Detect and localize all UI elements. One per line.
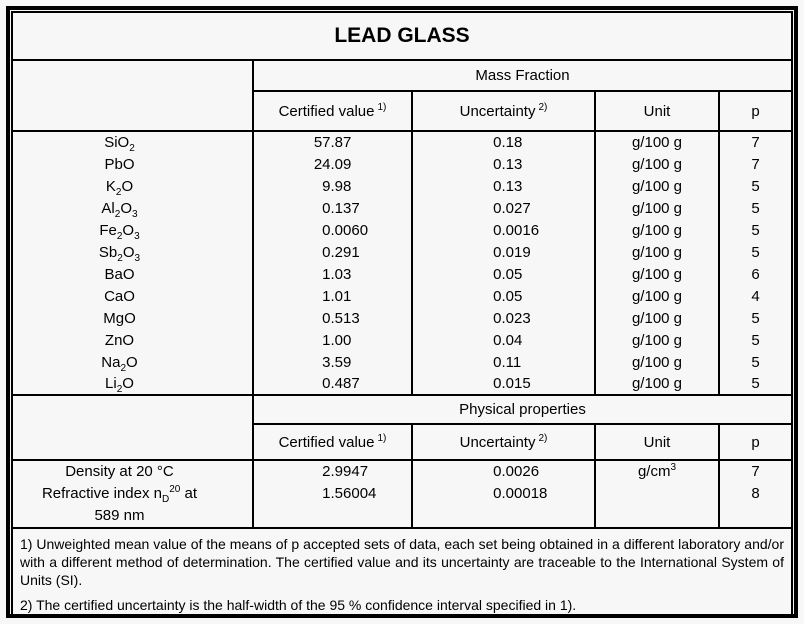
physical-properties-data-row bbox=[12, 460, 792, 528]
property-column-header-empty bbox=[12, 395, 253, 460]
uncertainty-value: 0.023 bbox=[412, 307, 595, 329]
certified-value: 24.09 bbox=[253, 153, 412, 175]
uncertainty-value: 0.11 bbox=[412, 351, 595, 373]
unit-value: g/100 g bbox=[595, 307, 719, 329]
p-value: 6 bbox=[719, 263, 792, 285]
certificate-frame bbox=[6, 6, 798, 618]
unit-value: g/100 g bbox=[595, 131, 719, 153]
certified-value: 1.01 bbox=[253, 285, 412, 307]
p-value: 5 bbox=[719, 373, 792, 395]
p-value: 5 bbox=[719, 351, 792, 373]
certified-value: 1.03 bbox=[253, 263, 412, 285]
certified-value: 0.0060 bbox=[253, 219, 412, 241]
p-value: 5 bbox=[719, 197, 792, 219]
col-header-certified-value: Certified value $^{1)}$ bbox=[253, 91, 412, 131]
col-header-uncertainty: Uncertainty $^{2)}$ bbox=[412, 91, 595, 131]
p-cell bbox=[719, 460, 792, 528]
p-value: 7 bbox=[719, 153, 792, 175]
unit-value: g/100 g bbox=[595, 263, 719, 285]
certified-value-cell bbox=[253, 460, 412, 528]
table-row bbox=[12, 241, 792, 263]
col-header-p: p bbox=[719, 424, 792, 460]
certified-value: 2.9947 bbox=[322, 463, 369, 480]
lead-glass-certificate-table bbox=[11, 11, 793, 616]
uncertainty-value: 0.18 bbox=[412, 131, 595, 153]
uncertainty-value: 0.0026 bbox=[493, 463, 540, 480]
p-value: 5 bbox=[719, 241, 792, 263]
table-row bbox=[12, 131, 792, 153]
table-row bbox=[12, 373, 792, 395]
p-value: 4 bbox=[719, 285, 792, 307]
unit-value: g/100 g bbox=[595, 329, 719, 351]
mass-fraction-section-label: Mass Fraction bbox=[253, 60, 792, 91]
col-header-p: p bbox=[719, 91, 792, 131]
analyte-formula: SiO$_2$ bbox=[104, 134, 135, 154]
analyte-formula: $K_2O$ bbox=[105, 177, 134, 198]
certified-value: 3.59 bbox=[253, 351, 412, 373]
certified-value: 0.513 bbox=[253, 307, 412, 329]
footnote-ref-2: 2) bbox=[538, 101, 548, 113]
title-row bbox=[12, 12, 792, 60]
p-value: 5 bbox=[719, 175, 792, 197]
uncertainty-value: 0.019 bbox=[412, 241, 595, 263]
certified-value: 0.487 bbox=[253, 373, 412, 395]
p-value: 7 bbox=[751, 463, 760, 480]
unit-value: g/100 g bbox=[595, 373, 719, 395]
analyte-formula: ZnO bbox=[104, 331, 135, 349]
unit-value: g/100 g bbox=[595, 153, 719, 175]
unit-cell bbox=[595, 460, 719, 528]
footnote-ref-1: 1) bbox=[377, 432, 387, 444]
mass-fraction-header-row bbox=[12, 60, 792, 91]
uncertainty-value: 0.13 bbox=[412, 175, 595, 197]
uncertainty-value: 0.0016 bbox=[412, 219, 595, 241]
certified-value: 0.291 bbox=[253, 241, 412, 263]
property-name: Density at 20 °C bbox=[65, 463, 174, 480]
unit-value: g/100 g bbox=[595, 241, 719, 263]
footnote-ref-2: 2) bbox=[538, 432, 548, 444]
table-row bbox=[12, 307, 792, 329]
col-header-uncertainty: Uncertainty $^{2)}$ bbox=[412, 424, 595, 460]
analyte-formula: $Na_2O$ bbox=[101, 353, 138, 374]
uncertainty-cell bbox=[412, 460, 595, 528]
analyte-formula: BaO bbox=[104, 265, 135, 283]
analyte-formula: PbO bbox=[104, 155, 135, 173]
physical-properties-section-label: Physical properties bbox=[253, 395, 792, 424]
uncertainty-value: 0.05 bbox=[412, 263, 595, 285]
unit-value: g/100 g bbox=[595, 197, 719, 219]
property-name-cell bbox=[12, 460, 253, 528]
physical-properties-header-row bbox=[12, 395, 792, 424]
table-row bbox=[12, 153, 792, 175]
analyte-formula: $Al_2O_3$ bbox=[101, 199, 138, 220]
table-row bbox=[12, 175, 792, 197]
property-name: Refractive index $n_D^{20}$ at bbox=[41, 484, 198, 505]
uncertainty-value: 0.00018 bbox=[493, 485, 548, 502]
footnote-1: 1) Unweighted mean value of the means of p accepted sets of data, each set being obtained in a different laboratory and/or with a different method of determination. The certified value and its uncertainty are traceable to the International System of Units (SI). bbox=[20, 536, 784, 588]
certified-value: 1.56004 bbox=[322, 485, 377, 502]
analyte-formula: $Fe_2O_3$ bbox=[99, 221, 140, 242]
table-row bbox=[12, 197, 792, 219]
table-row bbox=[12, 351, 792, 373]
p-value: 8 bbox=[751, 485, 760, 502]
page-title: LEAD GLASS bbox=[12, 12, 792, 60]
footnote-ref-1: 1) bbox=[377, 101, 387, 113]
analyte-formula: MgO bbox=[103, 309, 136, 327]
col-header-unit: Unit bbox=[595, 91, 719, 131]
analyte-formula: $Sb_2O_3$ bbox=[98, 243, 141, 264]
certified-value: 1.00 bbox=[253, 329, 412, 351]
analyte-column-header-empty bbox=[12, 60, 253, 131]
table-row bbox=[12, 219, 792, 241]
uncertainty-value: 0.05 bbox=[412, 285, 595, 307]
p-value: 5 bbox=[719, 307, 792, 329]
uncertainty-value: 0.027 bbox=[412, 197, 595, 219]
col-header-certified-value: Certified value $^{1)}$ bbox=[253, 424, 412, 460]
certified-value: 0.137 bbox=[253, 197, 412, 219]
footnote-2: 2) The certified uncertainty is the half-width of the 95 % confidence interval specified in 1). bbox=[20, 597, 577, 613]
uncertainty-value: 0.13 bbox=[412, 153, 595, 175]
analyte-formula: CaO bbox=[104, 287, 135, 305]
col-header-unit: Unit bbox=[595, 424, 719, 460]
uncertainty-value: 0.015 bbox=[412, 373, 595, 395]
footnotes-row bbox=[12, 528, 792, 615]
unit-value: g/100 g bbox=[595, 175, 719, 197]
table-row bbox=[12, 329, 792, 351]
p-value: 5 bbox=[719, 329, 792, 351]
footnotes-cell bbox=[12, 528, 792, 615]
unit-value: g/100 g bbox=[595, 285, 719, 307]
p-value: 7 bbox=[719, 131, 792, 153]
uncertainty-value: 0.04 bbox=[412, 329, 595, 351]
unit-value: g/100 g bbox=[595, 219, 719, 241]
certified-value: 9.98 bbox=[253, 175, 412, 197]
p-value: 5 bbox=[719, 219, 792, 241]
unit-value: $g/cm^3$ bbox=[637, 462, 677, 480]
analyte-formula: $Li_2O$ bbox=[105, 375, 134, 395]
property-name-wrap: 589 nm bbox=[94, 507, 145, 524]
table-row bbox=[12, 263, 792, 285]
unit-value: g/100 g bbox=[595, 351, 719, 373]
certified-value: 57.87 bbox=[253, 131, 412, 153]
table-row bbox=[12, 285, 792, 307]
